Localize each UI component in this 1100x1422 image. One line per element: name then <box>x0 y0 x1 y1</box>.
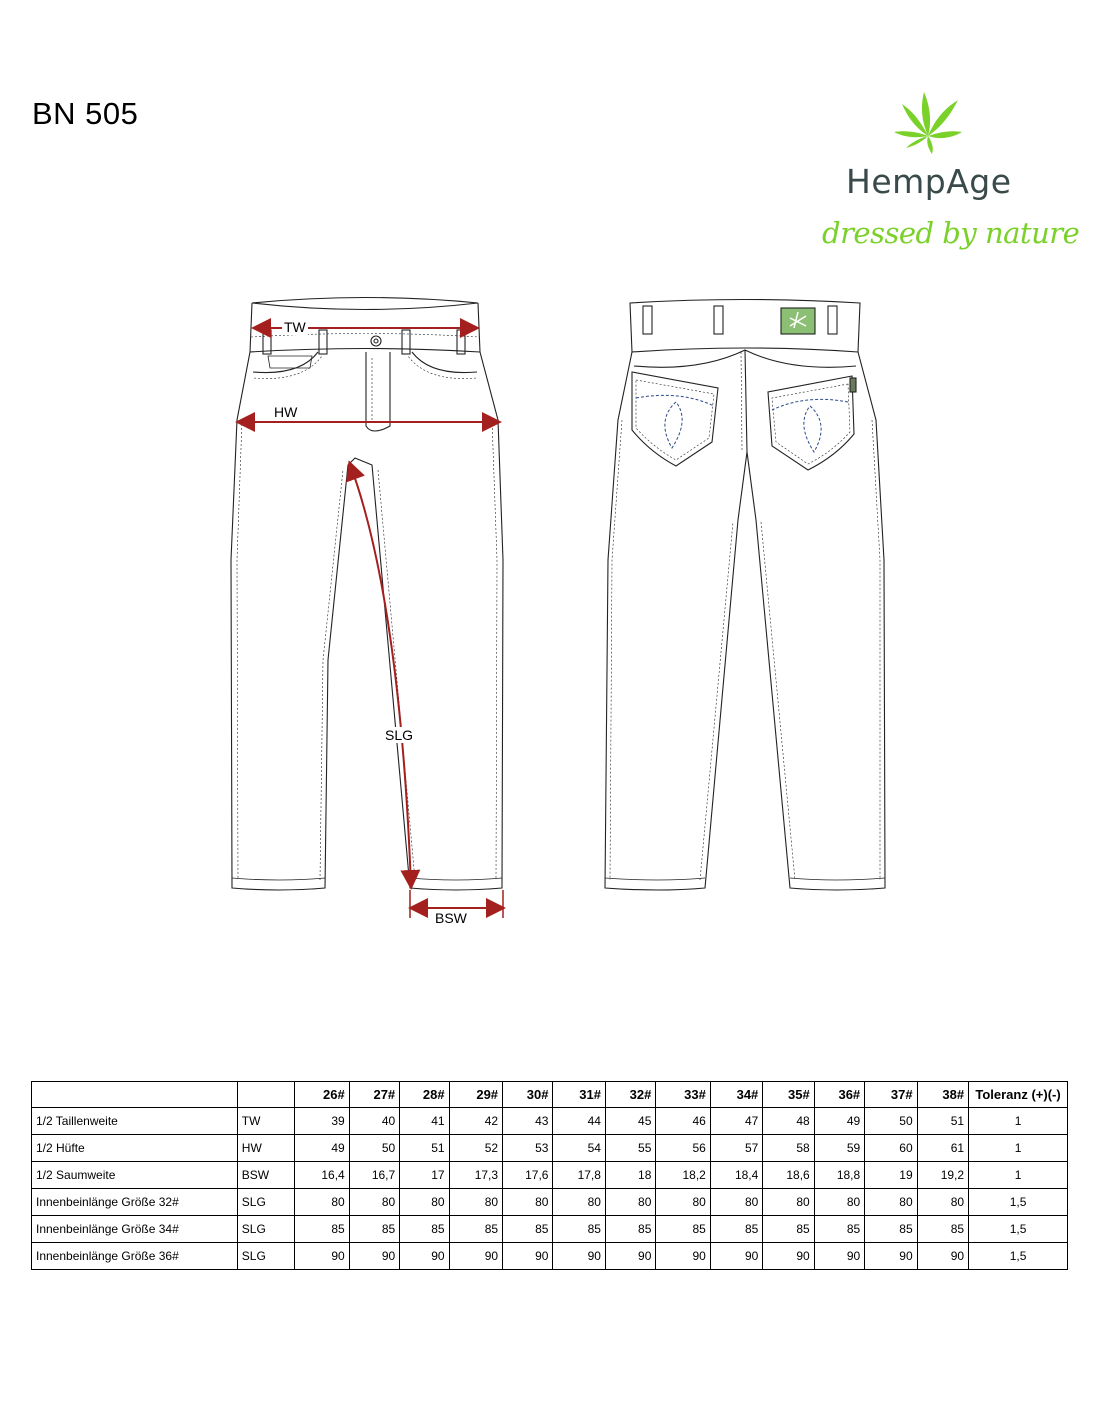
size-value-cell: 80 <box>503 1189 553 1216</box>
table-row <box>32 1162 1068 1189</box>
header-size-28: 28# <box>400 1082 449 1108</box>
row-code: BSW <box>237 1162 294 1189</box>
size-chart-table <box>31 1081 1068 1270</box>
size-value-cell: 80 <box>400 1189 449 1216</box>
table-row <box>32 1216 1068 1243</box>
size-value-cell: 43 <box>503 1108 553 1135</box>
size-value-cell: 19 <box>865 1162 917 1189</box>
tolerance-cell: 1 <box>969 1162 1068 1189</box>
size-value-cell: 17 <box>400 1162 449 1189</box>
size-value-cell: 80 <box>710 1189 762 1216</box>
header-cell <box>237 1082 294 1108</box>
tolerance-cell: 1,5 <box>969 1189 1068 1216</box>
row-label: Innenbeinlänge Größe 36# <box>32 1243 238 1270</box>
size-value-cell: 19,2 <box>917 1162 968 1189</box>
row-label: Innenbeinlänge Größe 34# <box>32 1216 238 1243</box>
header-cell <box>32 1082 238 1108</box>
table-row <box>32 1135 1068 1162</box>
front-view <box>231 298 503 891</box>
size-value-cell: 52 <box>449 1135 502 1162</box>
size-value-cell: 80 <box>605 1189 655 1216</box>
size-value-cell: 90 <box>605 1243 655 1270</box>
size-value-cell: 49 <box>295 1135 349 1162</box>
header-size-38: 38# <box>917 1082 968 1108</box>
row-label: 1/2 Hüfte <box>32 1135 238 1162</box>
table-row <box>32 1243 1068 1270</box>
size-value-cell: 17,6 <box>503 1162 553 1189</box>
document-title: BN 505 <box>32 96 139 131</box>
header-tolerance: Toleranz (+)(-) <box>969 1082 1068 1108</box>
header-size-35: 35# <box>763 1082 814 1108</box>
table-row <box>32 1189 1068 1216</box>
size-value-cell: 46 <box>656 1108 710 1135</box>
header-size-29: 29# <box>449 1082 502 1108</box>
size-value-cell: 61 <box>917 1135 968 1162</box>
size-value-cell: 85 <box>865 1216 917 1243</box>
size-value-cell: 90 <box>503 1243 553 1270</box>
size-value-cell: 54 <box>553 1135 605 1162</box>
brand-name: HempAge <box>846 162 1012 201</box>
back-view <box>605 300 885 891</box>
size-value-cell: 57 <box>710 1135 762 1162</box>
slg-arrow <box>350 464 411 886</box>
size-value-cell: 85 <box>503 1216 553 1243</box>
size-value-cell: 80 <box>553 1189 605 1216</box>
size-value-cell: 85 <box>656 1216 710 1243</box>
row-label: 1/2 Saumweite <box>32 1162 238 1189</box>
size-value-cell: 90 <box>295 1243 349 1270</box>
size-value-cell: 90 <box>710 1243 762 1270</box>
header-size-27: 27# <box>349 1082 399 1108</box>
size-value-cell: 55 <box>605 1135 655 1162</box>
header-size-32: 32# <box>605 1082 655 1108</box>
header-size-33: 33# <box>656 1082 710 1108</box>
size-value-cell: 80 <box>763 1189 814 1216</box>
size-value-cell: 56 <box>656 1135 710 1162</box>
size-value-cell: 90 <box>763 1243 814 1270</box>
size-value-cell: 18,8 <box>814 1162 864 1189</box>
size-value-cell: 85 <box>917 1216 968 1243</box>
tolerance-cell: 1 <box>969 1135 1068 1162</box>
table-row <box>32 1108 1068 1135</box>
size-value-cell: 45 <box>605 1108 655 1135</box>
size-value-cell: 50 <box>349 1135 399 1162</box>
size-value-cell: 85 <box>763 1216 814 1243</box>
tolerance-cell: 1 <box>969 1108 1068 1135</box>
size-value-cell: 80 <box>865 1189 917 1216</box>
size-value-cell: 17,3 <box>449 1162 502 1189</box>
size-value-cell: 90 <box>449 1243 502 1270</box>
size-value-cell: 85 <box>814 1216 864 1243</box>
size-value-cell: 49 <box>814 1108 864 1135</box>
size-value-cell: 51 <box>400 1135 449 1162</box>
size-value-cell: 80 <box>295 1189 349 1216</box>
size-value-cell: 85 <box>553 1216 605 1243</box>
tolerance-cell: 1,5 <box>969 1216 1068 1243</box>
size-value-cell: 18,2 <box>656 1162 710 1189</box>
size-value-cell: 80 <box>814 1189 864 1216</box>
size-value-cell: 80 <box>917 1189 968 1216</box>
size-value-cell: 85 <box>400 1216 449 1243</box>
size-value-cell: 85 <box>449 1216 502 1243</box>
header-size-37: 37# <box>865 1082 917 1108</box>
size-value-cell: 85 <box>349 1216 399 1243</box>
size-value-cell: 90 <box>400 1243 449 1270</box>
size-value-cell: 90 <box>656 1243 710 1270</box>
size-value-cell: 80 <box>656 1189 710 1216</box>
size-value-cell: 18,6 <box>763 1162 814 1189</box>
size-value-cell: 85 <box>295 1216 349 1243</box>
size-value-cell: 50 <box>865 1108 917 1135</box>
tw-label: TW <box>284 319 306 335</box>
size-value-cell: 16,4 <box>295 1162 349 1189</box>
row-code: SLG <box>237 1216 294 1243</box>
size-value-cell: 59 <box>814 1135 864 1162</box>
size-value-cell: 90 <box>917 1243 968 1270</box>
hw-label: HW <box>274 404 298 420</box>
size-value-cell: 80 <box>449 1189 502 1216</box>
size-value-cell: 41 <box>400 1108 449 1135</box>
row-code: HW <box>237 1135 294 1162</box>
header-size-36: 36# <box>814 1082 864 1108</box>
size-value-cell: 60 <box>865 1135 917 1162</box>
size-value-cell: 90 <box>553 1243 605 1270</box>
size-value-cell: 44 <box>553 1108 605 1135</box>
size-value-cell: 47 <box>710 1108 762 1135</box>
row-code: TW <box>237 1108 294 1135</box>
size-value-cell: 18 <box>605 1162 655 1189</box>
row-code: SLG <box>237 1243 294 1270</box>
size-value-cell: 80 <box>349 1189 399 1216</box>
table-header-row <box>32 1082 1068 1108</box>
header-size-31: 31# <box>553 1082 605 1108</box>
tolerance-cell: 1,5 <box>969 1243 1068 1270</box>
slg-label: SLG <box>385 727 414 743</box>
size-value-cell: 90 <box>814 1243 864 1270</box>
size-value-cell: 42 <box>449 1108 502 1135</box>
header-size-34: 34# <box>710 1082 762 1108</box>
size-value-cell: 53 <box>503 1135 553 1162</box>
size-value-cell: 85 <box>605 1216 655 1243</box>
size-value-cell: 58 <box>763 1135 814 1162</box>
size-value-cell: 90 <box>865 1243 917 1270</box>
bsw-label: BSW <box>435 910 467 926</box>
row-code: SLG <box>237 1189 294 1216</box>
row-label: 1/2 Taillenweite <box>32 1108 238 1135</box>
size-value-cell: 16,7 <box>349 1162 399 1189</box>
size-value-cell: 51 <box>917 1108 968 1135</box>
row-label: Innenbeinlänge Größe 32# <box>32 1189 238 1216</box>
size-value-cell: 40 <box>349 1108 399 1135</box>
header-size-30: 30# <box>503 1082 553 1108</box>
size-value-cell: 85 <box>710 1216 762 1243</box>
size-value-cell: 18,4 <box>710 1162 762 1189</box>
size-value-cell: 90 <box>349 1243 399 1270</box>
size-value-cell: 17,8 <box>553 1162 605 1189</box>
size-value-cell: 39 <box>295 1108 349 1135</box>
brand-slogan: dressed by nature <box>822 216 1080 250</box>
header-size-26: 26# <box>295 1082 349 1108</box>
size-value-cell: 48 <box>763 1108 814 1135</box>
